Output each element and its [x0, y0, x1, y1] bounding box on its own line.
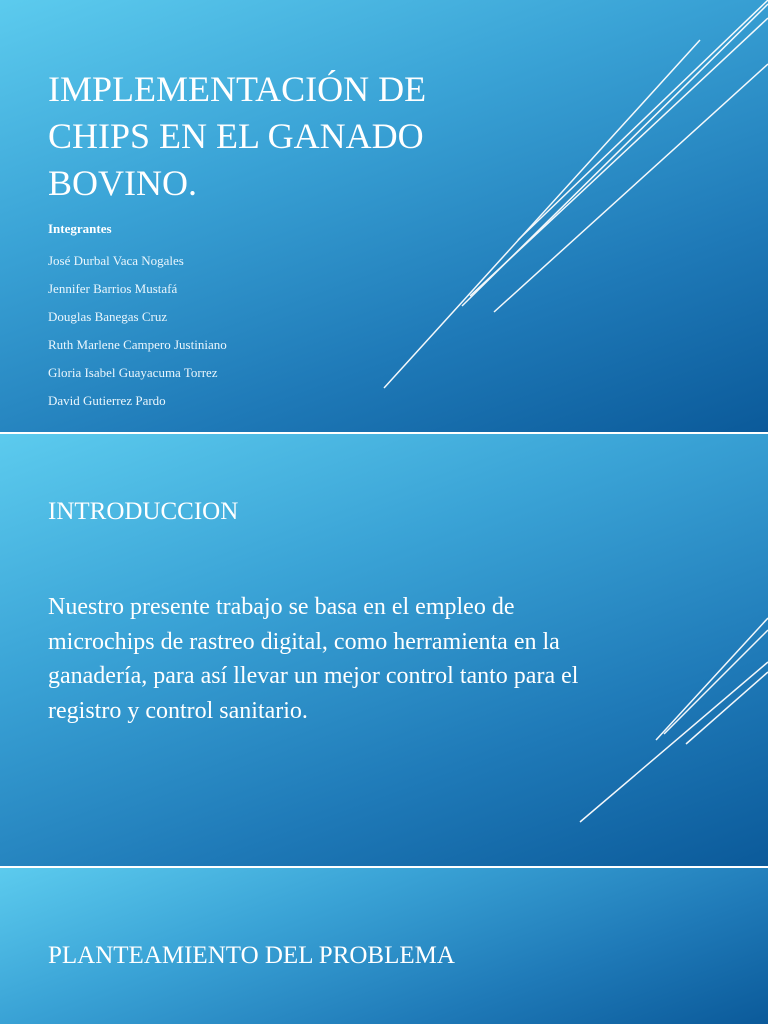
- members-list: [48, 247, 227, 415]
- member-item: Ruth Marlene Campero Justiniano: [48, 337, 227, 352]
- member-item: José Durbal Vaca Nogales: [48, 253, 184, 268]
- member-item: Douglas Banegas Cruz: [48, 309, 168, 324]
- slide-title: [0, 0, 768, 432]
- introduction-body: Nuestro presente trabajo se basa en el empleo de microchips de rastreo digital, como herramienta en la ganadería, para así llevar un mejor control tanto para el registro y control sanitario.: [48, 594, 579, 724]
- slide-introduction: [0, 434, 768, 866]
- section-title-introduccion: INTRODUCCION: [48, 498, 239, 525]
- section-title-planteamiento: PLANTEAMIENTO DEL PROBLEMA: [48, 942, 455, 969]
- members-heading: Integrantes: [48, 221, 112, 236]
- member-item: Jennifer Barrios Mustafá: [48, 281, 178, 296]
- presentation-title: IMPLEMENTACIÓN DE CHIPS EN EL GANADO BOVINO.: [48, 69, 427, 204]
- member-item: David Gutierrez Pardo: [48, 393, 166, 408]
- member-item: Gloria Isabel Guayacuma Torrez: [48, 365, 218, 380]
- slide-problem: [0, 868, 768, 1024]
